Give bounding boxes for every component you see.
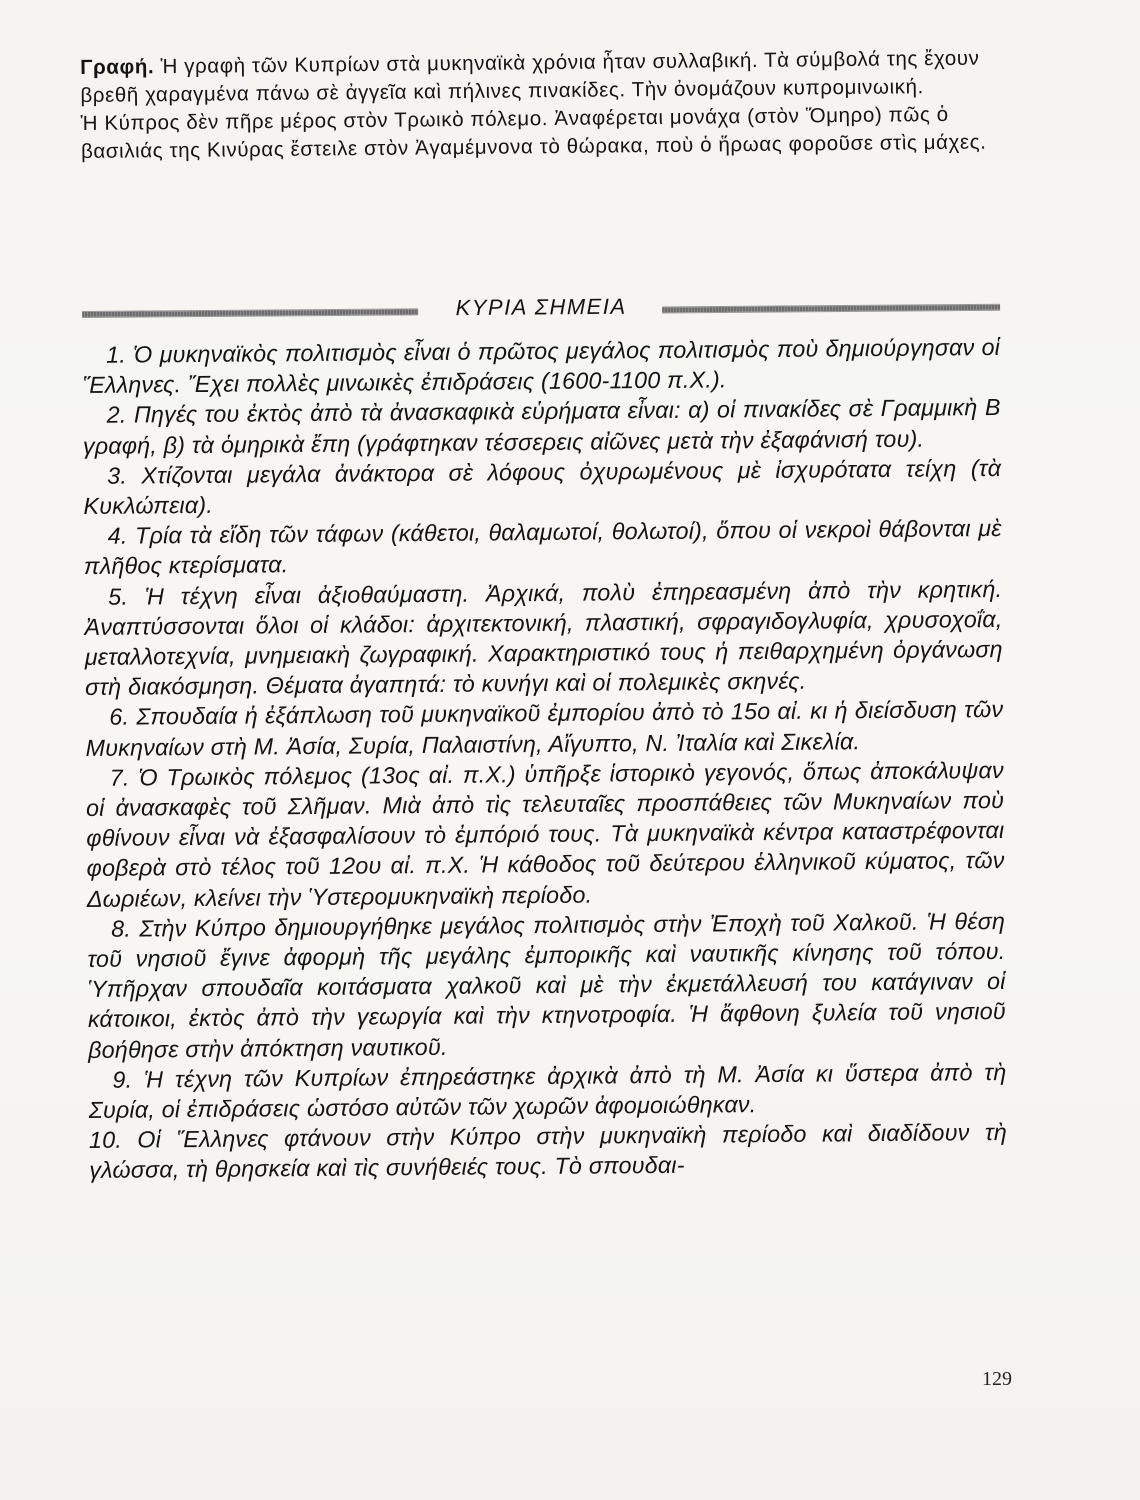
key-points-list [82, 332, 1007, 1186]
heading-rule-right [662, 304, 1000, 314]
section-heading: ΚΥΡΙΑ ΣΗΜΕΙΑ [455, 293, 627, 321]
key-point-5: 5. Ἡ τέχνη εἶναι ἀξιοθαύμαστη. Ἀρχικά, πολὺ ἐπηρεασμένη ἀπὸ τὴν κρητική. Ἀναπτύσσονται ὅλοι οἱ κλάδοι: ἀρχιτεκτονική, πλαστική, σφραγιδογλυφία, χρυσοχοΐα, μεταλλοτεχνία, μνημειακὴ ζωγραφική. Χαρακτηριστικό τους ἡ πειθαρχημένη ὀργάνωση στὴ διακόσμηση. Θέματα ἀγαπητά: τὸ κυνήγι καὶ οἱ πολεμικὲς σκηνές. [84, 575, 1003, 701]
intro-paragraph-writing [80, 44, 1001, 110]
writing-lead-term: Γραφή. [80, 55, 155, 79]
key-point-9: 9. Ἡ τέχνη τῶν Κυπρίων ἐπηρεάστηκε ἀρχικὰ ἀπὸ τὴ Μ. Ἀσία κι ὕστερα ἀπὸ τὴ Συρία, οἱ ἐπιδράσεις ὡστόσο αὐτῶν τῶν χωρῶν ἀφομοιώθηκαν. [88, 1058, 1007, 1124]
key-point-6: 6. Σπουδαία ἡ ἐξάπλωση τοῦ μυκηναϊκοῦ ἐμπορίου ἀπὸ τὸ 15ο αἰ. κι ἡ διείσδυση τῶν Μυκηναίων στὴ Μ. Ἀσία, Συρία, Παλαιστίνη, Αἴγυπτο, Ν. Ἰταλία καὶ Σικελία. [85, 696, 1004, 761]
key-point-1: 1. Ὁ μυκηναϊκὸς πολιτισμὸς εἶναι ὁ πρῶτος μεγάλος πολιτισμὸς ποὺ δημιούργησαν οἱ Ἕλληνες. Ἔχει πολλὲς μινωικὲς ἐπιδράσεις (1600-1100 π.Χ.). [82, 333, 1001, 399]
section-heading-row [82, 289, 1000, 330]
heading-rule-left [82, 308, 418, 318]
key-point-10: 10. Οἱ Ἕλληνες φτάνουν στὴν Κύπρο στὴν μυκηναϊκὴ περίοδο καὶ διαδίδουν τὴ γλώσσα, τὴ θρησκεία καὶ τὶς συνήθειές τους. Τὸ σπουδαι- [88, 1119, 1008, 1184]
key-point-2: 2. Πηγές του ἐκτὸς ἀπὸ τὰ ἀνασκαφικὰ εὑρήματα εἶναι: α) οἱ πινακίδες σὲ Γραμμικὴ Β γραφή, β) τὰ ὁμηρικὰ ἔπη (γράφτηκαν τέσσερεις αἰῶνες μετὰ τὴν ἐξαφάνισή του). [82, 394, 1001, 459]
writing-text: Ἡ γραφὴ τῶν Κυπρίων στὰ μυκηναϊκὰ χρόνια ἦταν συλλαβική. Τὰ σύμβολά της ἔχουν βρεθῆ χαραγμένα πάνω σὲ ἀγγεῖα καὶ πήλινες πινακίδες. Τὴν ὀνομάζουν κυπρομινωική. [80, 46, 980, 107]
key-point-8: 8. Στὴν Κύπρο δημιουργήθηκε μεγάλος πολιτισμὸς στὴν Ἐποχὴ τοῦ Χαλκοῦ. Ἡ θέση τοῦ νησιοῦ ἔγινε ἀφορμὴ τῆς μεγάλης ἐμπορικῆς καὶ ναυτικῆς κίνησης τοῦ τόπου. Ὑπῆρχαν σπουδαῖα κοιτάσματα χαλκοῦ καὶ μὲ τὴν ἐκμετάλλευσή του κατάγιναν οἱ κάτοικοι, ἐκτὸς ἀπὸ τὴν γεωργία καὶ τὴν κτηνοτροφία. Ἡ ἄφθονη ξυλεία τοῦ νησιοῦ βοήθησε στὴν ἀπόκτηση ναυτικοῦ. [87, 907, 1007, 1063]
key-point-3: 3. Χτίζονται μεγάλα ἀνάκτορα σὲ λόφους ὀχυρωμένους μὲ ἰσχυρότατα τείχη (τὰ Κυκλώπεια). [83, 454, 1002, 520]
page-number: 129 [982, 1368, 1012, 1390]
key-point-4: 4. Τρία τὰ εἴδη τῶν τάφων (κάθετοι, θαλαμωτοί, θολωτοί), ὅπου οἱ νεκροὶ θάβονται μὲ πλῆθος κτερίσματα. [83, 515, 1002, 580]
intro-section [80, 44, 1001, 166]
key-point-7: 7. Ὁ Τρωικὸς πόλεμος (13ος αἰ. π.Χ.) ὑπῆρξε ἱστορικὸ γεγονός, ὅπως ἀποκάλυψαν οἱ ἀνασκαφὲς τοῦ Σλῆμαν. Μιὰ ἀπὸ τὶς τελευταῖες προσπάθειες τῶν Μυκηναίων ποὺ φθίνουν εἶναι νὰ ἐξασφαλίσουν τὸ ἐμπόριό τους. Τὰ μυκηναϊκὰ κέντρα καταστρέφονται φοβερὰ στὸ τέλος τοῦ 12ου αἰ. π.Χ. Ἡ κάθοδος τοῦ δεύτερου ἑλληνικοῦ κύματος, τῶν Δωριέων, κλείνει τὴν Ὑστερομυκηναϊκὴ περίοδο. [85, 756, 1005, 912]
intro-paragraph-trojan-war: Ἡ Κύπρος δὲν πῆρε μέρος στὸν Τρωικὸ πόλεμο. Ἀναφέρεται μονάχα (στὸν Ὅμηρο) πῶς ὁ βασιλιάς της Κινύρας ἔστειλε στὸν Ἀγαμέμνονα τὸ θώρακα, ποὺ ὁ ἥρωας φοροῦσε στὶς μάχες. [80, 102, 987, 163]
